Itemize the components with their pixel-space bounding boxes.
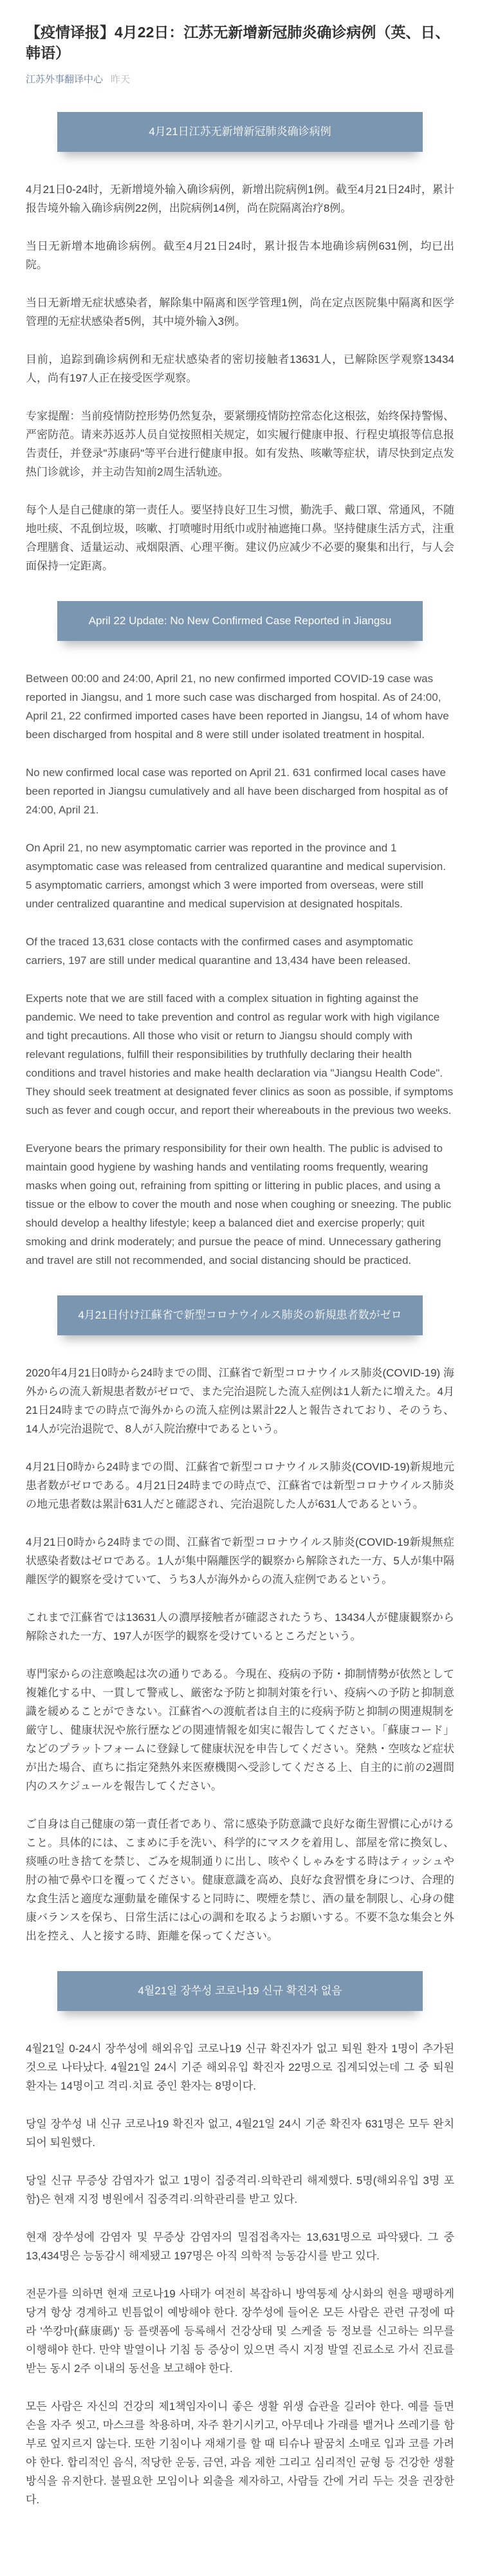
byline	[26, 73, 454, 86]
paragraph: Experts note that we are still faced with a complex situation in fighting against the pandemic. We need to take prevention and control as regular work with high vigilance and tight precautions. All those who visit or return to Jiangsu should comply with relevant regulations, fulfill their responsibilities by truthfully declaring their health conditions and travel histories and make health declaration via "Jiangsu Health Code". They should seek treatment at designated fever clinics as soon as possible, if symptoms such as fever and cough occur, and report their whereabouts in the previous two weeks.	[26, 992, 454, 1117]
paragraph: 目前，追踪到确诊病例和无症状感染者的密切接触者13631人，已解除医学观察13434人，尚有197人正在接受医学观察。	[26, 353, 454, 384]
paragraph: 당일 장쑤성 내 신규 코로나19 확진자 없고, 4월21일 24시 기준 확진자 631명은 모두 완치되어 퇴원했다.	[26, 2118, 454, 2149]
section-chinese	[26, 112, 454, 575]
paragraph: 4月21日0時から24時までの間、江蘇省で新型コロナウイルス肺炎(COVID-19)新規地元患者数がゼロである。4月21日24時までの時点で、江蘇省では新型コロナウイルス肺炎の地元患者数は累計631人だと確認され、完治退院した人が631人であるという。	[26, 1461, 454, 1510]
paragraph: Between 00:00 and 24:00, April 21, no new confirmed imported COVID-19 case was reported in Jiangsu, and 1 more such case was discharged from hospital. As of 24:00, April 21, 22 confirmed imported cases have been reported in Jiangsu, 14 of whom have been discharged from hospital and 8 were still under isolated treatment in hospital.	[26, 672, 449, 741]
section-korean	[26, 1971, 454, 2509]
paragraph: 모든 사람은 자신의 건강의 제1책임자이니 좋은 생활 위생 습관을 길러야 한다. 예를 들면 손을 자주 씻고, 마스크를 착용하며, 자주 환기시키고, 아무데나 가래를 뱉거나 쓰레기를 함부로 엎지르지 않는다. 또한 기침이나 재채기를 할 때 티슈나 팔꿈치 소매로 입과 코를 가려야 한다. 합리적인 음식, 적당한 운동, 금연, 과음 제한 그리고 심리적인 균형 등 건강한 생활방식을 유지한다. 불필요한 모임이나 외출을 제자하고, 사람들 간에 거리 두는 것을 권장한다.	[26, 2400, 454, 2506]
paragraph: 전문가를 의하면 현재 코로나19 사태가 여전히 복잡하니 방역통제 상시화의 현을 팽팽하게 당겨 항상 경계하고 빈틈없이 예방해야 한다. 장쑤성에 들어온 모든 사람은 관련 규정에 따라 '쑤캉마(蘇康碼)' 등 플랫폼에 등록해서 건강상태 및 스케줄 등 정보를 신고하는 의무를 이행해야 한다. 만약 발열이나 기침 등 증상이 있으면 즉시 지정 발열 진료소로 가서 진료를 받는 동시 2주 이내의 동선을 보고해야 한다.	[26, 2288, 454, 2375]
paragraph: On April 21, no new asymptomatic carrier was reported in the province and 1 asymptomatic case was released from centralized quarantine and medical supervision. 5 asymptomatic carriers, amongst which 3 were imported from overseas, were still under centralized quarantine and medical supervision at designated hospitals.	[26, 842, 446, 910]
paragraph: 2020年4月21日0時から24時までの間、江蘇省で新型コロナウイルス肺炎(COVID-19) 海外からの流入新規患者数がゼロで、また完治退院した流入症例は1人新たに増えた。4月21日24時までの時点で海外からの流入症例は累計22人と報告されており、そのうち、14人が完治退院で、8人が入院治療中であるという。	[26, 1367, 454, 1435]
page-title: 【疫情译报】4月22日：江苏无新增新冠肺炎确诊病例（英、日、韩语）	[26, 24, 450, 61]
section-japanese	[26, 1295, 454, 1945]
paragraph: 4月21日0時から24時までの間、江蘇省で新型コロナウイルス肺炎(COVID-19新規無症状感染者数はゼロである。1人が集中隔離医学的観察から解除された一方、5人が集中隔離医学的観察を受けていて、うち3人が海外からの流入症例であるという。	[26, 1536, 454, 1586]
section-banner-korean: 4월21일 장쑤성 코로나19 신규 확진자 없음	[57, 1971, 423, 2011]
section-english	[26, 601, 454, 1270]
paragraph: これまで江蘇省では13631人の濃厚接触者が確認されたうち、13434人が健康観察から解除された一方、197人が医学的観察を受けているところだという。	[26, 1611, 454, 1642]
publish-date: 昨天	[111, 74, 131, 85]
paragraph: ご自身は自己健康の第一責任者であり、常に感染予防意識で良好な衛生習慣に心がけること。具体的には、こまめに手を洗い、科学的にマスクを着用し、部屋を常に換気し、痰唾の吐き捨てを禁じ、ごみを規制通りに出し、咳やくしゃみをする時はティッシュや肘の袖で鼻や口を覆ってください。健康意識を高め、良好な食習慣を身につけ、合理的な食生活と適度な運動量を確保すると同時に、喫煙を禁じ、酒の量を制限し、心身の健康バランスを保ち、日常生活には心の調和を取るようお願いする。不要不急な集会と外出を控え、人と接する時、距離を保ってください。	[26, 1818, 454, 1942]
paragraph: 当日无新增本地确诊病例。截至4月21日24时，累计报告本地确诊病例631例，均已出院。	[26, 240, 454, 271]
paragraph: 每个人是自己健康的第一责任人。要坚持良好卫生习惯，勤洗手、戴口罩、常通风，不随地吐痰、不乱倒垃圾，咳嗽、打喷嚏时用纸巾或肘袖遮掩口鼻。坚持健康生活方式，注重合理膳食、适量运动、戒烟限酒、心理平衡。建议仍应减少不必要的聚集和出行，与人会面保持一定距离。	[26, 504, 454, 572]
paragraph: 당일 신규 무증상 감염자가 없고 1명이 집중격리·의학관리 해제했다. 5명(해외유입 3명 포함)은 현재 지정 병원에서 집중격리·의학관리를 받고 있다.	[26, 2174, 454, 2205]
paragraph: 현재 장쑤성에 감염자 및 무증상 감염자의 밀접접촉자는 13,631명으로 파악됐다. 그 중 13,434명은 능동감시 해제됐고 197명은 아직 의학적 능동감시를 받고 있다.	[26, 2231, 454, 2262]
paragraph: 4月21日0-24时，无新增境外输入确诊病例，新增出院病例1例。截至4月21日24时，累计报告境外输入确诊病例22例，出院病例14例，尚在院隔离治疗8例。	[26, 183, 454, 214]
paragraph: Everyone bears the primary responsibility for their own health. The public is advised to maintain good hygiene by washing hands and ventilating rooms frequently, wearing masks when going out, refraining from spitting or littering in public places, and using a tissue or the elbow to cover the mouth and nose when coughing or sneezing. The public should develop a healthy lifestyle; keep a balanced diet and exercise properly; quit smoking and drink moderately; and pursue the peace of mind. Unnecessary gathering and travel are still not recommended, and social distancing should be practiced.	[26, 1142, 452, 1266]
section-banner-japanese: 4月21日付け江蘇省で新型コロナウイルス肺炎の新規患者数がゼロ	[57, 1295, 423, 1335]
paragraph: No new confirmed local case was reported on April 21. 631 confirmed local cases have been reported in Jiangsu cumulatively and all have been discharged from hospital as of 24:00, April 21.	[26, 766, 448, 816]
paragraph: 4월21일 0-24시 장쑤성에 해외유입 코로나19 신규 확진자가 없고 퇴원 환자 1명이 추가된 것으로 나타났다. 4월21일 24시 기준 해외유입 확진자 22명으로 집계되었는데 그 중 퇴원 환자는 14명이고 격리·치료 중인 환자는 8명이다.	[26, 2043, 454, 2092]
section-banner-english: April 22 Update: No New Confirmed Case Reported in Jiangsu	[57, 601, 423, 641]
paragraph: 当日无新增无症状感染者，解除集中隔离和医学管理1例，尚在定点医院集中隔离和医学管理的无症状感染者5例，其中境外输入3例。	[26, 297, 454, 328]
paragraph: 専門家からの注意喚起は次の通りである。今現在、疫病の予防・抑制情勢が依然として複雑化する中、一貫して警戒し、厳密な予防と抑制対策を行い、疫病への予防と抑制意識を緩めることができない。江蘇省への渡航者は自主的に疫病予防と抑制の関連規制を厳守し、健康状況や旅行歴などの関連情報を如実に報告してください。「蘇康コード」などのプラットフォームに登録して健康状況を申告してください。発熱・空咳など症状が出た場合、直ちに指定発熱外来医療機関へ受診してくださる上、自主的に前の2週間内のスケジュールを報告してください。	[26, 1668, 454, 1792]
section-banner-chinese: 4月21日江苏无新增新冠肺炎确诊病例	[57, 112, 423, 152]
paragraph: Of the traced 13,631 close contacts with the confirmed cases and asymptomatic carriers, 197 are still under medical quarantine and 13,434 have been released.	[26, 936, 413, 967]
author-account-link[interactable]: 江苏外事翻译中心	[26, 74, 104, 85]
paragraph: 专家提醒：当前疫情防控形势仍然复杂，要紧绷疫情防控常态化这根弦，始终保持警惕、严密防范。请来苏返苏人员自觉按照相关规定，如实履行健康申报、行程史填报等信息报告责任，并登录"苏康码"等平台进行健康申报。如有发热、咳嗽等症状，请尽快到定点发热门诊就诊，并主动告知前2周生活轨迹。	[26, 410, 454, 478]
